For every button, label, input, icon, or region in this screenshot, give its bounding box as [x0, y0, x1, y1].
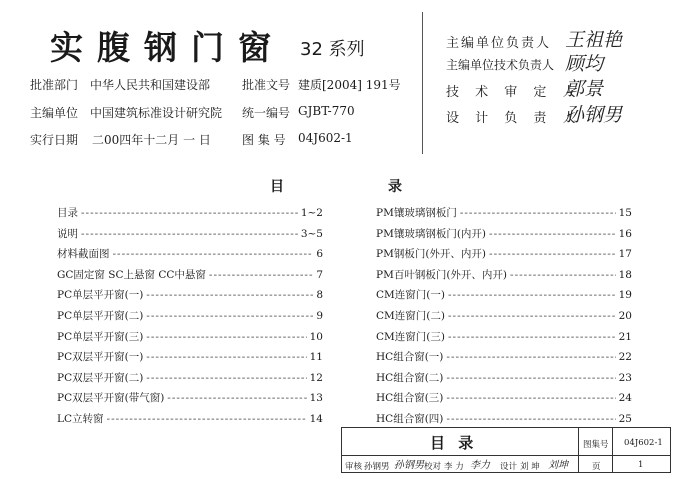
toc-entry-leader	[146, 372, 306, 384]
toc-entry-leader	[489, 248, 616, 260]
toc-entry-title: HC组合窗(四)	[376, 413, 444, 425]
toc-entry-page: 7	[316, 268, 323, 281]
toc-entry[interactable]	[376, 411, 632, 425]
toc-entry[interactable]	[57, 390, 323, 404]
role-tech-lead-label: 主编单位技术负责人	[446, 58, 555, 72]
review-signature: 孙钢男	[394, 460, 424, 471]
header-divider	[422, 12, 423, 154]
review-name: 孙钢男	[364, 462, 390, 472]
design-name: 刘 坤	[520, 462, 540, 472]
toc-entry-leader	[446, 351, 615, 363]
toc-entry-title: 材料截面图	[57, 248, 110, 261]
toc-entry-leader	[113, 248, 314, 260]
editor-unit-label: 主编单位	[30, 106, 79, 120]
toc-entry-page: 21	[618, 330, 632, 343]
toc-entry-leader	[146, 331, 306, 343]
design-signature: 刘坤	[548, 460, 568, 471]
toc-entry-leader	[167, 392, 306, 404]
toc-entry-page: 1~2	[300, 207, 323, 219]
toc-entry[interactable]	[57, 308, 323, 322]
toc-entry-title: CM连窗门(一)	[376, 289, 445, 302]
toc-entry-page: 6	[316, 248, 323, 261]
toc-entry[interactable]	[57, 205, 323, 219]
toc-entry-page: 10	[309, 330, 323, 343]
toc-entry[interactable]	[376, 246, 632, 260]
toc-entry-leader	[209, 269, 313, 281]
toc-entry-page: 20	[618, 310, 632, 322]
approval-dept-label: 批准部门	[30, 78, 79, 92]
toc-entry-title: PC单层平开窗(三)	[57, 330, 144, 343]
toc-entry-title: PC双层平开窗(带气窗)	[57, 392, 165, 405]
toc-entry[interactable]	[376, 349, 632, 363]
toc-entry-page: 13	[309, 392, 323, 405]
role-design-lead-label: 设 计 负 责 人	[446, 111, 582, 126]
role-design-lead-signature: 孙钢男	[565, 104, 623, 126]
approval-no-value: 建质[2004] 191号	[298, 78, 401, 92]
atlas-no-value: 04J602-1	[298, 131, 353, 145]
effective-date-label: 实行日期	[30, 133, 79, 147]
toc-entry-page: 9	[316, 310, 323, 322]
toc-entry-page: 3~5	[300, 227, 323, 240]
toc-heading-left: 目	[270, 179, 284, 195]
toc-entry-leader	[448, 289, 616, 301]
atlas-value: 04J602-1	[624, 438, 663, 448]
toc-entry-title: CM连窗门(三)	[376, 330, 445, 343]
document-title: 实腹钢门窗	[50, 28, 285, 67]
toc-entry-leader	[146, 351, 306, 363]
series-label: 32 系列	[300, 39, 365, 60]
role-chief-editor-signature: 王祖艳	[565, 29, 623, 51]
design-label: 设计	[500, 462, 518, 472]
unified-no-value: GJBT-770	[298, 104, 355, 118]
toc-entry-title: PM钢板门(外开、内开)	[376, 248, 487, 261]
check-name: 李 力	[444, 462, 464, 472]
toc-entry-leader	[81, 207, 298, 219]
toc-entry-title: PC双层平开窗(二)	[57, 371, 144, 384]
toc-entry-page: 19	[618, 289, 632, 302]
toc-entry-page: 11	[309, 351, 323, 364]
toc-entry-page: 16	[618, 227, 632, 240]
toc-entry[interactable]	[57, 226, 323, 240]
role-tech-lead-signature: 顾均	[565, 53, 604, 75]
title-block-divider	[341, 455, 671, 456]
toc-entry-page: 24	[618, 392, 632, 405]
toc-entry-leader	[448, 310, 616, 322]
toc-entry-page: 8	[316, 289, 323, 302]
toc-entry-title: GC固定窗 SC上悬窗 CC中悬窗	[57, 268, 206, 281]
toc-entry[interactable]	[376, 329, 632, 343]
toc-entry[interactable]	[57, 329, 323, 343]
effective-date-value: 二00四年十二月 一 日	[92, 133, 211, 147]
atlas-no-label: 图 集 号	[242, 133, 286, 147]
unified-no-label: 统一编号	[242, 106, 291, 120]
title-block-col-divider-1	[578, 427, 579, 473]
toc-entry-title: HC组合窗(三)	[376, 392, 444, 405]
toc-entry-page: 25	[618, 413, 632, 425]
toc-entry-title: PC单层平开窗(一)	[57, 289, 144, 302]
atlas-label: 图集号	[583, 440, 609, 450]
toc-entry-title: PM百叶钢板门(外开、内开)	[376, 268, 508, 281]
approval-no-label: 批准文号	[242, 78, 291, 92]
toc-entry[interactable]	[57, 411, 323, 425]
toc-entry[interactable]	[376, 308, 632, 322]
review-label: 审核	[345, 462, 363, 472]
toc-heading-right: 录	[388, 179, 402, 195]
toc-entry[interactable]	[376, 370, 632, 384]
approval-dept-value: 中华人民共和国建设部	[90, 78, 211, 92]
page-value: 1	[638, 460, 644, 470]
toc-entry-page: 18	[618, 268, 632, 281]
toc-entry-leader	[489, 228, 616, 240]
toc-entry-leader	[146, 310, 313, 322]
toc-entry-leader	[81, 228, 298, 240]
toc-entry[interactable]	[57, 370, 323, 384]
toc-entry-leader	[510, 269, 616, 281]
toc-entry[interactable]	[376, 226, 632, 240]
toc-entry-title: LC立转窗	[57, 413, 104, 425]
toc-entry-title: PC双层平开窗(一)	[57, 351, 144, 364]
toc-entry[interactable]	[57, 349, 323, 363]
title-block-name: 目 录	[430, 434, 478, 452]
toc-entry-page: 17	[618, 248, 632, 261]
toc-entry-leader	[107, 413, 307, 425]
toc-entry-title: 说明	[57, 227, 78, 240]
toc-entry-page: 23	[618, 371, 632, 384]
toc-entry-title: HC组合窗(二)	[376, 371, 444, 384]
toc-entry[interactable]	[376, 287, 632, 301]
editor-unit-value: 中国建筑标准设计研究院	[90, 106, 223, 120]
toc-entry-leader	[448, 331, 616, 343]
toc-entry-title: 目录	[57, 207, 78, 219]
toc-entry[interactable]	[57, 246, 323, 260]
title-block-col-divider-2	[612, 427, 613, 473]
check-signature: 李力	[470, 460, 490, 471]
toc-entry-leader	[146, 289, 313, 301]
toc-entry-page: 22	[618, 351, 632, 364]
toc-entry-leader	[446, 392, 615, 404]
toc-entry-title: PC单层平开窗(二)	[57, 310, 144, 322]
role-reviewer-signature: 郭景	[565, 78, 604, 100]
toc-entry-page: 14	[309, 413, 323, 425]
role-chief-editor-label: 主编单位负责人	[446, 36, 552, 51]
toc-entry[interactable]	[376, 205, 632, 219]
toc-entry[interactable]	[57, 267, 323, 281]
toc-entry[interactable]	[376, 267, 632, 281]
check-label: 校对	[424, 462, 442, 472]
toc-entry-title: PM镶玻璃钢板门	[376, 207, 457, 219]
toc-entry-title: HC组合窗(一)	[376, 351, 444, 364]
page-label: 页	[592, 462, 601, 472]
toc-entry[interactable]	[376, 390, 632, 404]
toc-entry-page: 12	[309, 371, 323, 384]
toc-entry-title: PM镶玻璃钢板门(内开)	[376, 227, 487, 240]
toc-entry[interactable]	[57, 287, 323, 301]
toc-entry-leader	[460, 207, 616, 219]
toc-entry-page: 15	[618, 207, 632, 219]
toc-entry-leader	[446, 413, 615, 425]
role-reviewer-label: 技 术 审 定 人	[446, 85, 582, 100]
toc-entry-title: CM连窗门(二)	[376, 310, 445, 322]
toc-entry-leader	[446, 372, 615, 384]
